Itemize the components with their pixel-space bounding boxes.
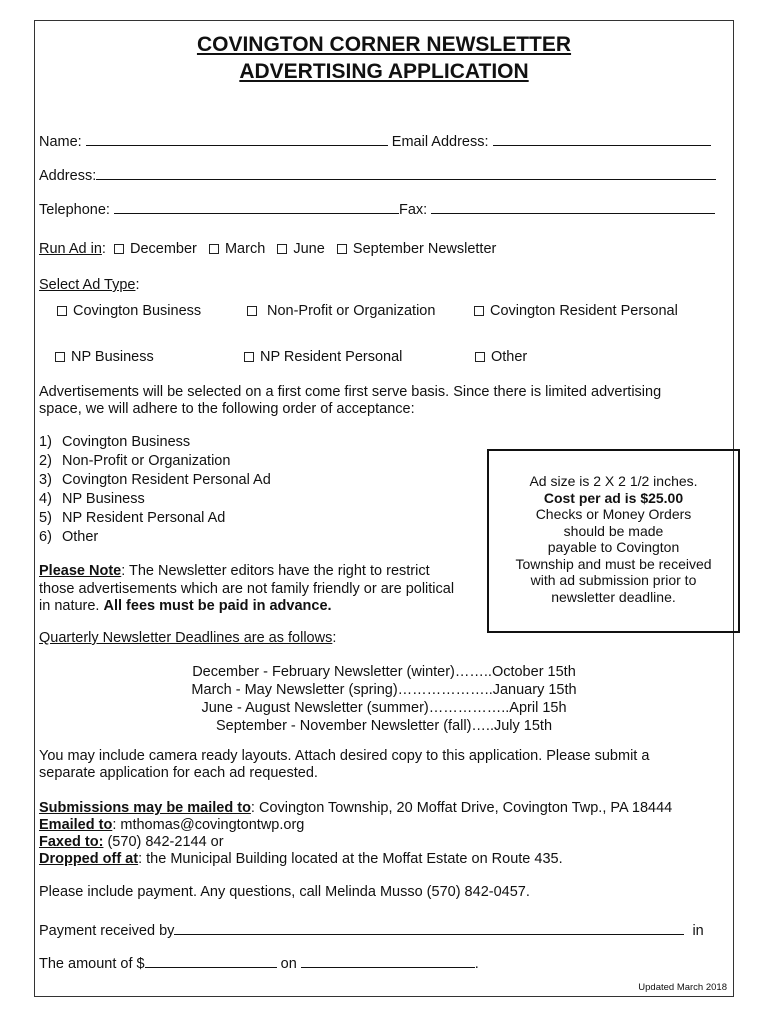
payment-amount-row [39,953,479,972]
list-item [39,490,271,509]
option-september: September Newsletter [352,241,497,257]
email-submit-address: : mthomas@covingtontwp.org [112,817,305,833]
ad-type-option-other [475,349,527,365]
ad-type-option-nonprofit [247,303,435,319]
fax-label: Fax: [398,202,428,218]
dropoff-label: Dropped off at [39,851,139,867]
email-submit-label: Emailed to [39,817,113,833]
ad-type-label-resident-personal: Covington Resident Personal [490,303,678,319]
info-box-line7: with ad submission prior to [530,572,697,588]
list-item-number: 3) [39,472,52,488]
please-note-label: Please Note [39,563,122,579]
address-row [39,165,716,184]
ad-type-option-np-resident [244,349,402,365]
layouts-note [39,748,649,782]
ad-type-option-np-business [55,349,154,365]
name-row [39,131,711,150]
list-item [39,528,271,547]
ad-type-label-nonprofit: Non-Profit or Organization [267,303,436,319]
payment-received-field[interactable] [174,920,684,935]
ad-type-heading [39,277,140,293]
info-box-line8: newsletter deadline. [551,588,676,605]
deadlines-heading [39,630,336,646]
form-title-line2: ADVERTISING APPLICATION [239,60,529,83]
list-item-number: 5) [39,510,52,526]
list-item-text: Covington Resident Personal Ad [62,472,271,488]
date-field[interactable] [301,953,475,968]
phone-row [39,199,715,218]
list-item [39,471,271,490]
email-label: Email Address: [391,134,489,150]
ad-type-label-np-business: NP Business [71,349,154,365]
submission-methods [39,800,672,868]
email-field[interactable] [493,131,711,146]
checkbox-resident-personal[interactable] [474,306,484,316]
name-field[interactable] [86,131,388,146]
payment-questions: Please include payment. Any questions, call Melinda Musso (570) 842-0457. [39,884,530,900]
ad-type-label: Select Ad Type [39,277,136,293]
fees-notice: All fees must be paid in advance. [103,598,332,614]
checkbox-june[interactable] [277,244,287,254]
ad-type-option-resident-personal [474,303,678,319]
payment-received-row [39,920,704,939]
checkbox-december[interactable] [114,244,124,254]
run-ad-colon: : [101,241,106,257]
dropoff-location: : the Municipal Building located at the Moffat Estate on Route 435. [138,851,563,867]
telephone-field[interactable] [114,199,399,214]
list-item-number: 2) [39,453,52,469]
payment-received-label: Payment received by [39,923,175,939]
ad-type-label-np-resident: NP Resident Personal [260,349,403,365]
layouts-note-line2: separate application for each ad requested. [39,765,318,781]
layouts-note-line1: You may include camera ready layouts. Attach desired copy to this application. Please submit a [39,748,650,764]
list-item [39,509,271,528]
ad-type-label-covington-business: Covington Business [73,303,202,319]
checkbox-other[interactable] [475,352,485,362]
please-note-line1: : The Newsletter editors have the right to restrict [121,563,430,579]
list-item-text: Non-Profit or Organization [62,453,231,469]
run-ad-label: Run Ad in [39,241,102,257]
deadlines-heading-text: Quarterly Newsletter Deadlines are as follows [39,630,333,646]
list-item [39,452,271,471]
please-note-line2: those advertisements which are not family friendly or are political [39,580,455,597]
selection-intro-line2: space, we will adhere to the following order of acceptance: [39,401,415,417]
fax-submit-number: (570) 842-2144 or [103,834,224,850]
checkbox-covington-business[interactable] [57,306,67,316]
option-june: June [293,241,325,257]
option-december: December [129,241,197,257]
fax-field[interactable] [431,199,715,214]
selection-intro-line1: Advertisements will be selected on a first come first serve basis. Since there is limited advertising [39,384,662,400]
info-box-line4: should be made [563,522,664,539]
amount-row-period: . [474,956,479,972]
application-form [34,20,734,997]
deadline-item: March - May Newsletter (spring)………………..January 15th [191,682,577,698]
run-ad-row [39,241,496,257]
checkbox-np-resident[interactable] [244,352,254,362]
acceptance-order-list [39,433,271,547]
address-label: Address: [39,168,97,184]
deadlines-heading-colon: : [332,630,337,646]
list-item-text: NP Business [62,491,145,507]
checkbox-march[interactable] [209,244,219,254]
fax-submit-label: Faxed to: [39,834,104,850]
updated-date: Updated March 2018 [638,982,727,993]
checkbox-np-business[interactable] [55,352,65,362]
ad-type-label-other: Other [491,349,528,365]
info-box-line6: Township and must be received [515,555,712,572]
please-note [39,563,454,616]
ad-type-colon: : [135,277,140,293]
telephone-label: Telephone: [39,202,110,218]
list-item-number: 6) [39,529,52,545]
please-note-line3: in nature. [39,598,104,614]
payment-received-suffix: in [692,923,704,939]
address-field[interactable] [96,165,716,180]
info-box-line3: Checks or Money Orders [535,506,692,522]
ad-cost-text: Cost per ad is $25.00 [543,489,684,506]
deadline-item: December - February Newsletter (winter)……..October 15th [192,664,576,680]
info-box-line5: payable to Covington [547,539,680,555]
ad-type-option-covington-business [57,303,201,319]
date-on-label: on [280,956,297,972]
form-title-line1: COVINGTON CORNER NEWSLETTER [196,33,572,56]
selection-intro [39,384,661,418]
mail-label: Submissions may be mailed to [39,800,251,816]
list-item [39,433,271,452]
amount-label: The amount of $ [39,956,145,972]
list-item-number: 4) [39,491,52,507]
list-item-text: Other [62,529,99,545]
deadline-item: June - August Newsletter (summer)……………..April 15h [201,700,567,716]
deadline-item: September - November Newsletter (fall)…..July 15th [215,718,553,734]
amount-field[interactable] [145,953,277,968]
option-march: March [224,241,266,257]
mail-address: : Covington Township, 20 Moffat Drive, Covington Twp., PA 18444 [250,800,673,816]
name-label: Name: [39,134,82,150]
list-item-number: 1) [39,434,52,450]
list-item-text: NP Resident Personal Ad [62,510,226,526]
ad-info-box [487,449,740,633]
checkbox-nonprofit[interactable] [247,306,257,316]
ad-size-text: Ad size is 2 X 2 1/2 inches. [529,473,698,489]
list-item-text: Covington Business [62,434,191,450]
checkbox-september[interactable] [337,244,347,254]
